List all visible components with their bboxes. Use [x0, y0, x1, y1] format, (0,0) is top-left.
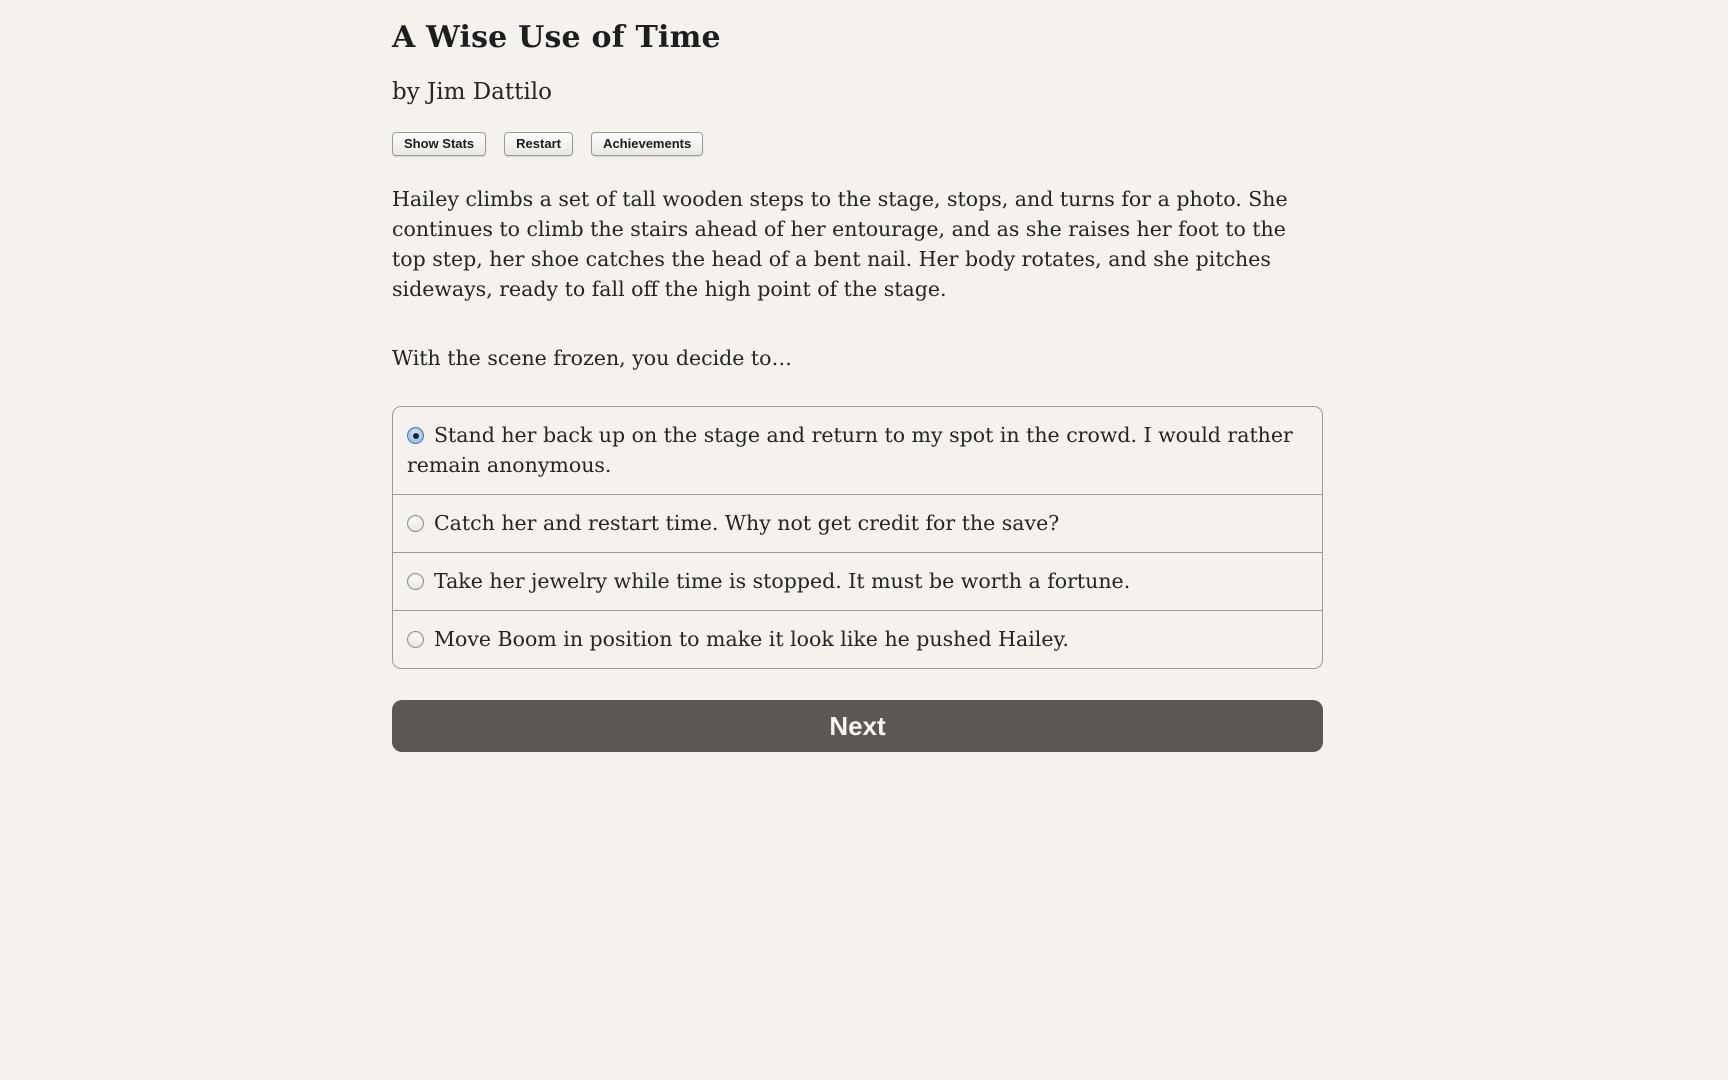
choice-option-2[interactable]	[393, 495, 1322, 553]
radio-button[interactable]	[407, 427, 424, 444]
choice-label: Stand her back up on the stage and return to my spot in the crowd. I would rather remain anonymous.	[407, 423, 1293, 477]
choice-option-3[interactable]	[393, 553, 1322, 611]
choice-group	[392, 406, 1323, 669]
show-stats-button[interactable]: Show Stats	[392, 132, 486, 156]
story-paragraph: Hailey climbs a set of tall wooden steps to the stage, stops, and turns for a photo. She continues to climb the stairs ahead of her entourage, and as she raises her foot to the top step, her shoe catches the head of a bent nail. Her body rotates, and she pitches sideways, ready to fall off the high point of the stage.	[392, 187, 1288, 301]
page-content	[392, 0, 1323, 752]
restart-button[interactable]: Restart	[504, 132, 573, 156]
choice-option-1[interactable]	[393, 407, 1322, 495]
choice-label: Take her jewelry while time is stopped. It must be worth a fortune.	[434, 569, 1131, 593]
choice-prompt: With the scene frozen, you decide to…	[392, 346, 792, 370]
radio-button[interactable]	[407, 515, 424, 532]
toolbar	[392, 132, 1323, 156]
choice-label: Catch her and restart time. Why not get credit for the save?	[434, 511, 1060, 535]
next-button[interactable]: Next	[392, 700, 1323, 752]
choice-label: Move Boom in position to make it look like he pushed Hailey.	[434, 627, 1069, 651]
radio-button[interactable]	[407, 573, 424, 590]
radio-button[interactable]	[407, 631, 424, 648]
achievements-button[interactable]: Achievements	[591, 132, 703, 156]
choice-option-4[interactable]	[393, 611, 1322, 668]
page-title: A Wise Use of Time	[392, 20, 721, 55]
author-byline: by Jim Dattilo	[392, 79, 552, 105]
